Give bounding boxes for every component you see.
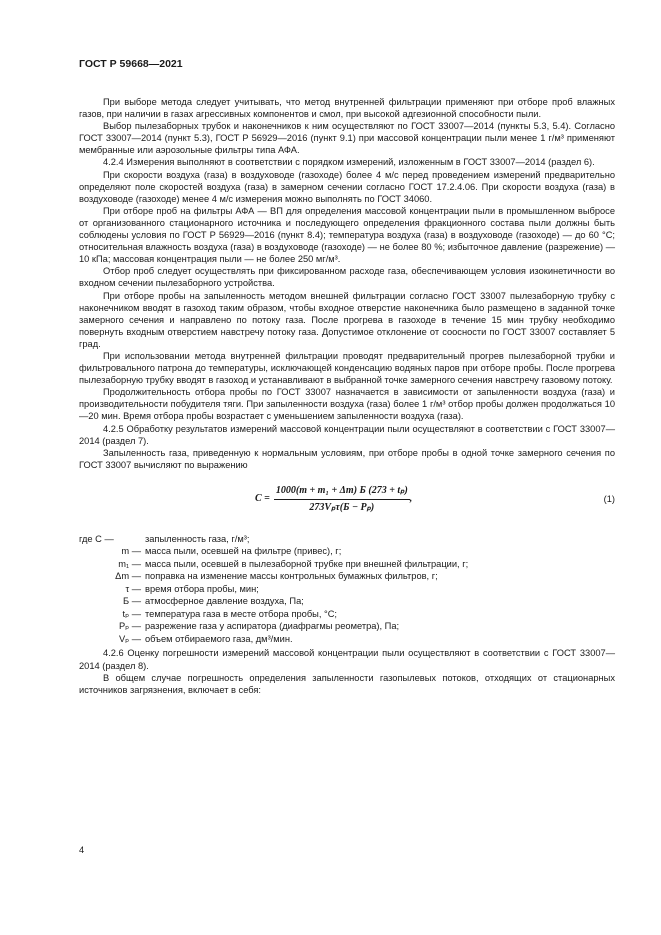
definition-symbol: где C —	[79, 533, 114, 544]
paragraph: При выборе метода следует учитывать, что метод внутренней фильтрации применяют при отборе проб влажных газов, при наличии в газах агрессивных компонентов и смол, при высокой адгезионной способности пыли.	[79, 97, 615, 120]
definition-text: объем отбираемого газа, дм³/мин.	[145, 633, 293, 644]
definition-text: масса пыли, осевшей в пылезаборной трубке при внешней фильтрации, г;	[145, 558, 469, 569]
formula-denominator: 273Vₚτ(Б − Pₚ)	[309, 502, 375, 513]
equation-number: (1)	[603, 493, 615, 504]
definition-item	[79, 633, 615, 646]
definition-text: поправка на изменение массы контрольных бумажных фильтров, г;	[145, 571, 438, 582]
page-number: 4	[79, 845, 85, 855]
definition-symbol: Pₚ —	[118, 621, 141, 632]
paragraph: Запыленность газа, приведенную к нормальным условиям, при отборе пробы в одной точке замерного сечения по ГОСТ 33007 вычисляют по выражению	[79, 447, 615, 470]
formula-lhs: C =	[255, 493, 270, 505]
page-body	[79, 96, 615, 696]
definition-item	[79, 620, 615, 633]
paragraph: При использовании метода внутренней фильтрации проводят предварительный прогрев пылезаборной трубки и фильтровального патрона до температуры, исключающей конденсацию водяных паров при отборе пробы. После прогрева пылезаборную трубку вводят в газоход и устанавливают в выбранной точке замерного сечения навстречу газовому потоку.	[79, 350, 615, 386]
paragraph: При отборе проб на фильтры АФА — ВП для определения массовой концентрации пыли в промышленном выбросе от организованного стационарного источника и последующего определения фракционного состава пыли должны быть соблюдены условия по ГОСТ Р 56929—2016 (пункт 8.4); температура воздуха (газа) в воздуховоде (газоходе) — до 60 °С; относительная влажность воздуха (газа) в воздуховоде (газоходе) — не более 80 %; избыточное давление (разрежение) — 10 кПа; массовая концентрация пыли — не более 250 мг/м³.	[79, 205, 615, 265]
definition-symbol: τ —	[125, 583, 141, 594]
paragraph: Продолжительность отбора пробы по ГОСТ 33007 назначается в зависимости от запыленности воздуха (газа) и производительности побудителя тяги. При запыленности воздуха (газа) более 1 г/м³ отбор пробы должен продолжаться 10—20 мин. Время отбора пробы возрастает с уменьшением запыленности воздуха (газа).	[79, 387, 615, 422]
definition-item	[79, 558, 615, 571]
definition-symbol: Б —	[123, 596, 141, 607]
formula-numerator: 1000(m + m₁ + Δm) Б (273 + tₚ)	[274, 485, 410, 500]
definition-item	[79, 533, 615, 546]
after-formula-section	[79, 647, 615, 695]
definition-text: атмосферное давление воздуха, Па;	[145, 596, 304, 607]
definition-symbol: Δm —	[115, 571, 141, 582]
paragraph: При скорости воздуха (газа) в воздуховоде (газоходе) более 4 м/с перед проведением измерений предварительно определяют поле скоростей воздуха (газа) в замерном сечении согласно ГОСТ 17.2.4.06. При скорости воздуха (газа) в воздуховоде (газоходе) менее 4 м/с измерения можно выполнять по ГОСТ 34060.	[79, 169, 615, 204]
paragraph: В общем случае погрешность определения запыленности газопылевых потоков, отходящих от стационарных источников загрязнения, включает в себя:	[79, 672, 615, 695]
definition-text: масса пыли, осевшей на фильтре (привес), г;	[145, 546, 342, 557]
formula	[255, 485, 412, 514]
definition-item	[79, 545, 615, 558]
paragraph: 4.2.4 Измерения выполняют в соответствии с порядком измерений, изложенным в ГОСТ 33007—2014 (раздел 6).	[103, 157, 595, 168]
definition-symbol: m —	[121, 546, 141, 557]
definition-symbol: Vₚ —	[118, 633, 141, 644]
definitions-list	[79, 533, 615, 646]
document-header: ГОСТ Р 59668—2021	[79, 58, 183, 70]
definition-item	[79, 570, 615, 583]
definition-item	[79, 608, 615, 621]
paragraph: При отборе пробы на запыленность методом внешней фильтрации согласно ГОСТ 33007 пылезаборную трубку с наконечником вводят в газоход таким образом, чтобы входное отверстие наконечника было размещено в заданной точке замерного сечения и направлено по потоку газа. После прогрева в газоходе в течение 15 мин трубку необходимо повернуть входным отверстием навстречу потоку газа. Допустимое отклонение от соосности по ГОСТ 33007 составляет 5 град.	[79, 290, 615, 349]
definition-text: температура газа в месте отбора пробы, °С;	[145, 608, 338, 619]
paragraph: 4.2.5 Обработку результатов измерений массовой концентрации пыли осуществляют в соответствии с ГОСТ 33007—2014 (раздел 7).	[79, 423, 615, 446]
definition-item	[79, 583, 615, 596]
definition-symbol: tₚ —	[122, 608, 141, 619]
definition-symbol: m₁ —	[118, 558, 141, 569]
definition-text: время отбора пробы, мин;	[145, 583, 259, 594]
paragraph: Выбор пылезаборных трубок и наконечников к ним осуществляют по ГОСТ 33007—2014 (пункты 5.3, 5.4). Согласно ГОСТ 33007—2014 (пункт 5.3), ГОСТ Р 56929—2016 (пункт 9.1) при массовой концентрации пыли менее 1 г/м³ применяют мембранные или аэрозольные фильтры типа АФА.	[79, 121, 615, 156]
definition-item	[79, 595, 615, 608]
formula-fraction	[274, 485, 410, 514]
formula-tail: ,	[409, 493, 413, 505]
paragraph: Отбор проб следует осуществлять при фиксированном расходе газа, обеспечивающем условия изокинетичности во входном сечении пылезаборного устройства.	[79, 266, 615, 289]
formula-block	[79, 483, 615, 523]
paragraph: 4.2.6 Оценку погрешности измерений массовой концентрации пыли осуществляют в соответствии с ГОСТ 33007—2014 (раздел 8).	[79, 648, 615, 671]
definition-text: разрежение газа у аспиратора (диафрагмы реометра), Па;	[145, 621, 400, 632]
definition-text: запыленность газа, г/м³;	[145, 533, 250, 544]
